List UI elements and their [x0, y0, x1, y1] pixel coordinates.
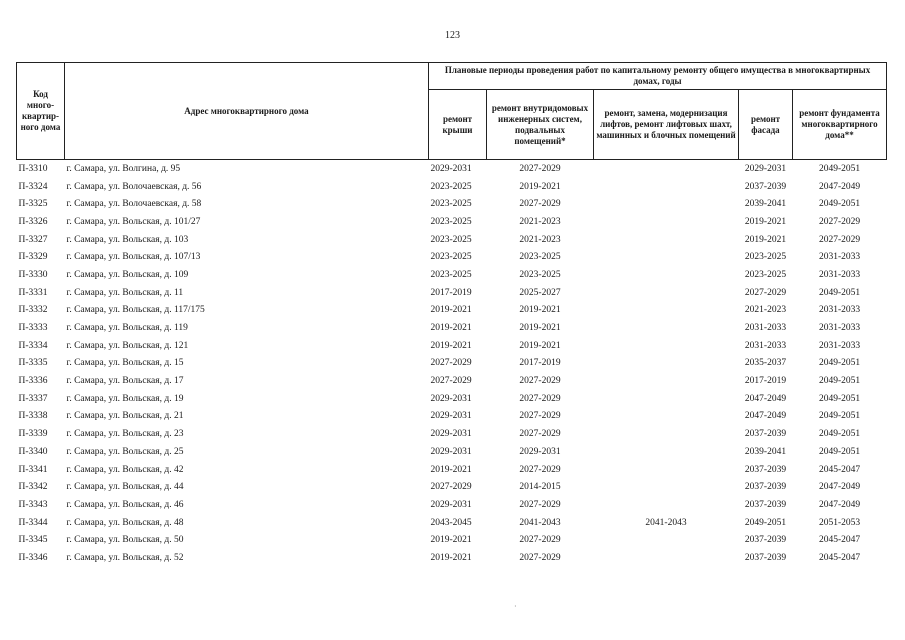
cell-building-code: П-3342: [18, 482, 48, 493]
cell-foundation-period: 2031-2033: [818, 252, 861, 263]
page-number: 123: [445, 30, 460, 41]
cell-lifts-period: [594, 284, 739, 302]
cell-facade-period: 2023-2025: [744, 269, 787, 280]
cell-lifts-period: [594, 461, 739, 479]
cell-facade-period: 2047-2049: [744, 393, 787, 404]
cell-foundation-period: 2031-2033: [818, 305, 861, 316]
cell-facade-period: 2037-2039: [744, 499, 787, 510]
cell-facade-period: 2037-2039: [744, 482, 787, 493]
cell-facade-period: 2039-2041: [744, 446, 787, 457]
cell-address: г. Самара, ул. Вольская, д. 52: [66, 552, 184, 563]
cell-building-code: П-3333: [18, 323, 48, 334]
cell-facade-period: 2019-2021: [744, 216, 787, 227]
table-row: [17, 425, 887, 443]
cell-roof-period: 2017-2019: [430, 287, 472, 298]
cell-roof-period: 2019-2021: [430, 552, 472, 563]
header-facade-repair: ремонт фасада: [739, 90, 793, 160]
cell-lifts-period: [594, 231, 739, 249]
table-row: [17, 496, 887, 514]
cell-systems-period: 2041-2043: [519, 517, 561, 528]
cell-foundation-period: 2027-2029: [818, 234, 861, 245]
cell-foundation-period: 2049-2051: [818, 163, 861, 174]
table-row: [17, 231, 887, 249]
cell-lifts-period: 2041-2043: [645, 517, 687, 528]
cell-facade-period: 2031-2033: [744, 323, 787, 334]
cell-lifts-period: [594, 337, 739, 355]
cell-roof-period: 2029-2031: [430, 163, 472, 174]
table-row: [17, 195, 887, 213]
cell-lifts-period: [594, 355, 739, 373]
table-row: [17, 160, 887, 178]
cell-systems-period: 2023-2025: [519, 252, 561, 263]
cell-systems-period: 2021-2023: [519, 216, 561, 227]
cell-building-code: П-3336: [18, 376, 48, 387]
table-row: [17, 248, 887, 266]
cell-address: г. Самара, ул. Вольская, д. 109: [66, 269, 189, 280]
cell-systems-period: 2021-2023: [519, 234, 561, 245]
table-row: [17, 213, 887, 231]
cell-address: г. Самара, ул. Вольская, д. 50: [66, 535, 184, 546]
cell-systems-period: 2017-2019: [519, 358, 561, 369]
cell-address: г. Самара, ул. Вольская, д. 48: [66, 517, 184, 528]
cell-roof-period: 2023-2025: [430, 181, 472, 192]
cell-roof-period: 2019-2021: [430, 535, 472, 546]
cell-facade-period: 2017-2019: [744, 376, 787, 387]
cell-facade-period: 2021-2023: [744, 305, 787, 316]
cell-building-code: П-3326: [18, 216, 48, 227]
cell-lifts-period: [594, 390, 739, 408]
cell-roof-period: 2043-2045: [430, 517, 472, 528]
cell-foundation-period: 2049-2051: [818, 376, 861, 387]
cell-roof-period: 2029-2031: [430, 429, 472, 440]
cell-systems-period: 2014-2015: [519, 482, 561, 493]
cell-building-code: П-3327: [18, 234, 48, 245]
cell-lifts-period: [594, 302, 739, 320]
cell-address: г. Самара, ул. Вольская, д. 119: [66, 323, 188, 334]
cell-building-code: П-3344: [18, 517, 48, 528]
header-engineering-systems-repair: ремонт внутридомовых инженерных систем, подвальных помещений*: [487, 90, 594, 160]
repair-schedule-table-container: [16, 62, 887, 567]
cell-facade-period: 2023-2025: [744, 252, 787, 263]
cell-roof-period: 2027-2029: [430, 482, 472, 493]
cell-foundation-period: 2045-2047: [818, 464, 861, 475]
cell-building-code: П-3334: [18, 340, 48, 351]
cell-systems-period: 2027-2029: [519, 429, 561, 440]
cell-building-code: П-3331: [18, 287, 48, 298]
cell-address: г. Самара, ул. Вольская, д. 42: [66, 464, 184, 475]
cell-roof-period: 2023-2025: [430, 269, 472, 280]
cell-building-code: П-3324: [18, 181, 48, 192]
cell-facade-period: 2035-2037: [744, 358, 787, 369]
cell-address: г. Самара, ул. Вольская, д. 101/27: [66, 216, 201, 227]
table-row: [17, 337, 887, 355]
cell-building-code: П-3335: [18, 358, 48, 369]
cell-roof-period: 2023-2025: [430, 216, 472, 227]
cell-lifts-period: [594, 549, 739, 567]
cell-facade-period: 2037-2039: [744, 552, 787, 563]
cell-building-code: П-3332: [18, 305, 48, 316]
table-row: [17, 531, 887, 549]
cell-systems-period: 2027-2029: [519, 376, 561, 387]
cell-roof-period: 2019-2021: [430, 323, 472, 334]
header-building-code: Код много-квартир-ного дома: [17, 63, 65, 160]
table-row: [17, 461, 887, 479]
cell-roof-period: 2023-2025: [430, 252, 472, 263]
cell-lifts-period: [594, 248, 739, 266]
cell-facade-period: 2037-2039: [744, 429, 787, 440]
cell-roof-period: 2029-2031: [430, 446, 472, 457]
cell-foundation-period: 2031-2033: [818, 340, 861, 351]
cell-foundation-period: 2027-2029: [818, 216, 861, 227]
cell-lifts-period: [594, 531, 739, 549]
cell-systems-period: 2027-2029: [519, 552, 561, 563]
cell-lifts-period: [594, 372, 739, 390]
cell-foundation-period: 2049-2051: [818, 429, 861, 440]
table-row: [17, 390, 887, 408]
cell-roof-period: 2023-2025: [430, 199, 472, 210]
cell-facade-period: 2047-2049: [744, 411, 787, 422]
cell-foundation-period: 2049-2051: [818, 411, 861, 422]
table-row: [17, 266, 887, 284]
cell-systems-period: 2027-2029: [519, 163, 561, 174]
cell-foundation-period: 2045-2047: [818, 552, 861, 563]
table-row: [17, 284, 887, 302]
header-planned-periods: Плановые периоды проведения работ по капитальному ремонту общего имущества в многоквартирных домах, годы: [429, 63, 887, 90]
cell-roof-period: 2027-2029: [430, 358, 472, 369]
cell-systems-period: 2019-2021: [519, 181, 561, 192]
cell-facade-period: 2027-2029: [744, 287, 787, 298]
table-header: [17, 63, 887, 160]
cell-building-code: П-3340: [18, 446, 48, 457]
cell-facade-period: 2037-2039: [744, 464, 787, 475]
cell-systems-period: 2027-2029: [519, 393, 561, 404]
cell-roof-period: 2019-2021: [430, 305, 472, 316]
cell-address: г. Самара, ул. Волгина, д. 95: [66, 163, 181, 174]
cell-foundation-period: 2031-2033: [818, 323, 861, 334]
table-row: [17, 549, 887, 567]
cell-address: г. Самара, ул. Волочаевская, д. 58: [66, 199, 202, 210]
cell-facade-period: 2037-2039: [744, 181, 787, 192]
cell-facade-period: 2031-2033: [744, 340, 787, 351]
cell-foundation-period: 2049-2051: [818, 446, 861, 457]
cell-foundation-period: 2051-2053: [818, 517, 861, 528]
header-roof-repair: ремонт крыши: [429, 90, 487, 160]
cell-building-code: П-3329: [18, 252, 48, 263]
cell-foundation-period: 2047-2049: [818, 482, 861, 493]
cell-building-code: П-3338: [18, 411, 48, 422]
table-row: [17, 319, 887, 337]
cell-roof-period: 2019-2021: [430, 464, 472, 475]
cell-address: г. Самара, ул. Вольская, д. 19: [66, 393, 184, 404]
cell-lifts-period: [594, 408, 739, 426]
cell-address: г. Самара, ул. Вольская, д. 17: [66, 376, 184, 387]
table-body: [17, 160, 887, 567]
cell-foundation-period: 2049-2051: [818, 393, 861, 404]
repair-schedule-table: [16, 62, 887, 567]
cell-address: г. Самара, ул. Вольская, д. 23: [66, 429, 184, 440]
cell-systems-period: 2027-2029: [519, 199, 561, 210]
cell-systems-period: 2023-2025: [519, 269, 561, 280]
cell-address: г. Самара, ул. Вольская, д. 44: [66, 482, 184, 493]
cell-systems-period: 2027-2029: [519, 535, 561, 546]
cell-foundation-period: 2049-2051: [818, 358, 861, 369]
cell-lifts-period: [594, 496, 739, 514]
cell-address: г. Самара, ул. Вольская, д. 107/13: [66, 252, 201, 263]
cell-foundation-period: 2045-2047: [818, 535, 861, 546]
cell-systems-period: 2027-2029: [519, 499, 561, 510]
cell-foundation-period: 2031-2033: [818, 269, 861, 280]
cell-facade-period: 2037-2039: [744, 535, 787, 546]
cell-building-code: П-3346: [18, 552, 48, 563]
cell-foundation-period: 2047-2049: [818, 181, 861, 192]
cell-address: г. Самара, ул. Вольская, д. 11: [66, 287, 184, 298]
cell-systems-period: 2027-2029: [519, 411, 561, 422]
cell-address: г. Самара, ул. Вольская, д. 46: [66, 499, 184, 510]
cell-lifts-period: [594, 425, 739, 443]
cell-facade-period: 2039-2041: [744, 199, 787, 210]
cell-building-code: П-3345: [18, 535, 48, 546]
cell-lifts-period: [594, 266, 739, 284]
cell-lifts-period: [594, 178, 739, 196]
cell-systems-period: 2019-2021: [519, 323, 561, 334]
cell-systems-period: 2019-2021: [519, 340, 561, 351]
cell-roof-period: 2023-2025: [430, 234, 472, 245]
cell-building-code: П-3341: [18, 464, 48, 475]
cell-roof-period: 2029-2031: [430, 393, 472, 404]
cell-systems-period: 2025-2027: [519, 287, 561, 298]
cell-lifts-period: [594, 478, 739, 496]
cell-building-code: П-3339: [18, 429, 48, 440]
cell-lifts-period: [594, 319, 739, 337]
cell-building-code: П-3310: [18, 163, 48, 174]
cell-building-code: П-3325: [18, 199, 48, 210]
table-row: [17, 372, 887, 390]
cell-systems-period: 2027-2029: [519, 464, 561, 475]
cell-address: г. Самара, ул. Вольская, д. 117/175: [66, 305, 205, 316]
table-row: [17, 178, 887, 196]
header-lift-repair: ремонт, замена, модернизация лифтов, ремонт лифтовых шахт, машинных и блочных помещений: [594, 90, 739, 160]
table-row: [17, 514, 887, 532]
cell-roof-period: 2019-2021: [430, 340, 472, 351]
cell-address: г. Самара, ул. Вольская, д. 103: [66, 234, 189, 245]
cell-building-code: П-3337: [18, 393, 48, 404]
table-row: [17, 408, 887, 426]
cell-address: г. Самара, ул. Вольская, д. 25: [66, 446, 184, 457]
cell-foundation-period: 2049-2051: [818, 199, 861, 210]
cell-foundation-period: 2047-2049: [818, 499, 861, 510]
cell-lifts-period: [594, 160, 739, 178]
table-row: [17, 478, 887, 496]
table-row: [17, 355, 887, 373]
cell-address: г. Самара, ул. Волочаевская, д. 56: [66, 181, 202, 192]
cell-roof-period: 2029-2031: [430, 499, 472, 510]
cell-facade-period: 2029-2031: [744, 163, 787, 174]
table-row: [17, 443, 887, 461]
cell-facade-period: 2049-2051: [744, 517, 787, 528]
cell-systems-period: 2019-2021: [519, 305, 561, 316]
cell-lifts-period: [594, 195, 739, 213]
cell-roof-period: 2029-2031: [430, 411, 472, 422]
header-address: Адрес многоквартирного дома: [65, 63, 429, 160]
cell-building-code: П-3330: [18, 269, 48, 280]
table-row: [17, 302, 887, 320]
cell-foundation-period: 2049-2051: [818, 287, 861, 298]
cell-address: г. Самара, ул. Вольская, д. 21: [66, 411, 184, 422]
cell-roof-period: 2027-2029: [430, 376, 472, 387]
scan-speck: ·: [514, 602, 517, 611]
cell-lifts-period: [594, 213, 739, 231]
cell-building-code: П-3343: [18, 499, 48, 510]
cell-address: г. Самара, ул. Вольская, д. 121: [66, 340, 189, 351]
cell-lifts-period: [594, 443, 739, 461]
cell-facade-period: 2019-2021: [744, 234, 787, 245]
header-foundation-repair: ремонт фундамента многоквартирного дома**: [793, 90, 887, 160]
cell-address: г. Самара, ул. Вольская, д. 15: [66, 358, 184, 369]
cell-systems-period: 2029-2031: [519, 446, 561, 457]
